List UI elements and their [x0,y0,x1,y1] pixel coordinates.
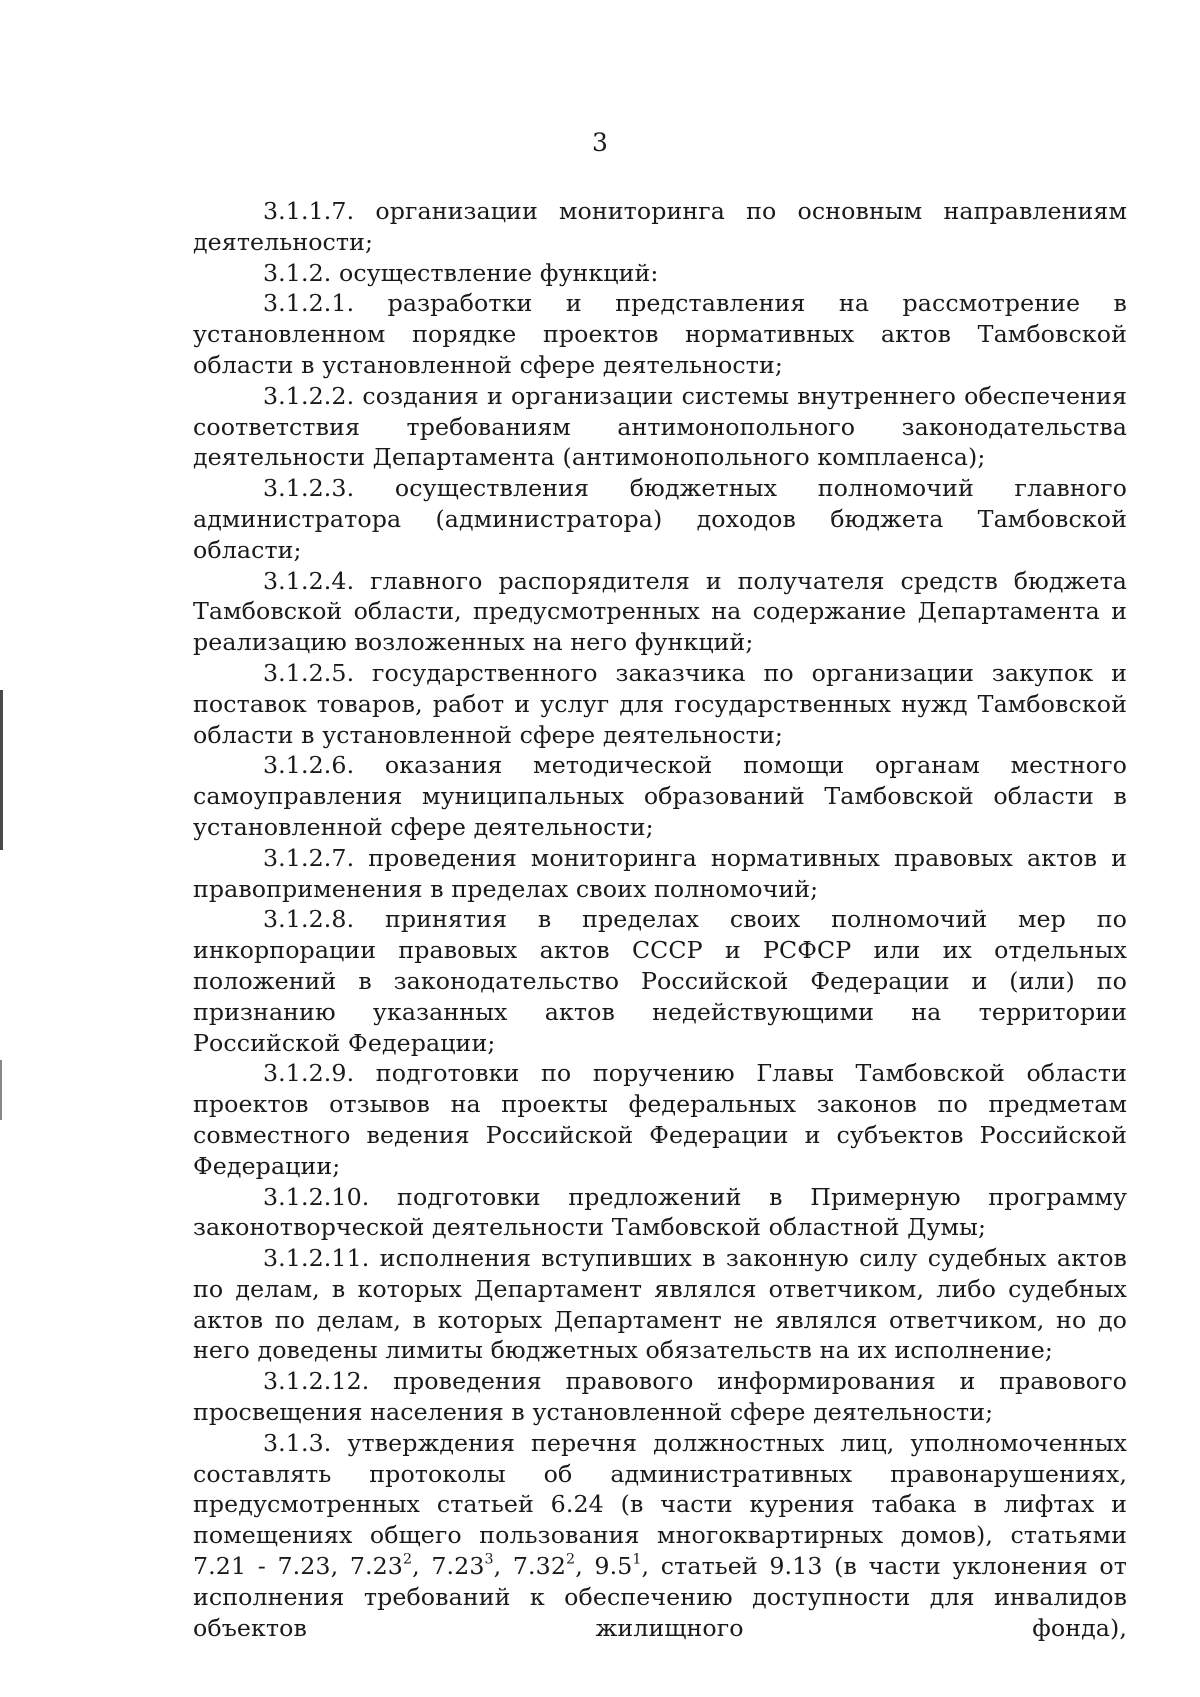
superscript: 2 [566,1551,576,1568]
text-segment: , 7.32 [493,1552,567,1581]
text-segment: , 7.23 [412,1552,485,1581]
paragraph: 3.1.2.5. государственного заказчика по организации закупок и поставок товаров, работ и услуг для государственных нужд Тамбовской области в установленной сфере деятельности; [193,658,1127,749]
paragraph-last [193,1428,1127,1644]
paragraph: 3.1.2.6. оказания методической помощи органам местного самоуправления муниципальных образований Тамбовской области в установленной сфере деятельности; [193,751,1127,841]
paragraph: 3.1.2.10. подготовки предложений в Примерную программу законотворческой деятельности Тамбовской областной Думы; [193,1182,1127,1242]
superscript: 1 [632,1551,642,1568]
paragraph: 3.1.2. осуществление функций: [263,258,659,287]
text-segment: , 9.5 [575,1552,633,1581]
paragraph: 3.1.2.12. проведения правового информирования и правового просвещения населения в установленной сфере деятельности; [193,1367,1127,1427]
paragraph: 3.1.2.3. осуществления бюджетных полномочий главного администратора (администратора) доходов бюджета Тамбовской области; [193,474,1127,564]
paragraph: 3.1.2.4. главного распорядителя и получателя средств бюджета Тамбовской области, предусмотренных на содержание Департамента и реализацию возложенных на него функций; [193,566,1127,657]
superscript: 2 [402,1551,413,1568]
page-number: 3 [592,128,608,157]
superscript: 3 [484,1551,494,1568]
paragraph: 3.1.2.8. принятия в пределах своих полномочий мер по инкорпорации правовых актов СССР и РСФСР или их отдельных положений в законодательство Российской Федерации и (или) по признанию указанных актов недействующими на территории Российской Федерации; [193,905,1127,1057]
scan-edge-mark [0,1060,2,1120]
document-body [193,196,1127,1643]
paragraph: 3.1.2.11. исполнения вступивших в законную силу судебных актов по делам, в которых Департамент являлся ответчиком, либо судебных актов по делам, в которых Департамент не являлся ответчиком, но до него доведены лимиты бюджетных обязательств на их исполнение; [193,1244,1127,1365]
paragraph: 3.1.2.7. проведения мониторинга нормативных правовых актов и правоприменения в пределах своих полномочий; [193,843,1127,903]
paragraph: 3.1.2.9. подготовки по поручению Главы Тамбовской области проектов отзывов на проекты федеральных законов по предметам совместного ведения Российской Федерации и субъектов Российской Федерации; [193,1059,1127,1180]
paragraph: 3.1.1.7. организации мониторинга по основным направлениям деятельности; [193,197,1127,256]
paragraph: 3.1.2.2. создания и организации системы внутреннего обеспечения соответствия требованиям антимонопольного законодательства деятельности Департамента (антимонопольного комплаенса); [193,381,1127,472]
text-segment: , статьей 9.13 (в части уклонения от исполнения требований к обеспечению доступности для инвалидов объектов жилищного фонда), [193,1552,1127,1642]
paragraph: 3.1.2.1. разработки и представления на рассмотрение в установленном порядке проектов нормативных актов Тамбовской области в установленной сфере деятельности; [193,289,1127,379]
text-segment: 3.1.3. утверждения перечня должностных лиц, уполномоченных составлять протоколы об административных правонарушениях, предусмотренных статьей 6.24 (в части курения табака в лифтах и помещениях общего пользования многоквартирных домов), статьями 7.21 - 7.23, 7.23 [193,1428,1127,1581]
scan-edge-mark [0,690,3,850]
